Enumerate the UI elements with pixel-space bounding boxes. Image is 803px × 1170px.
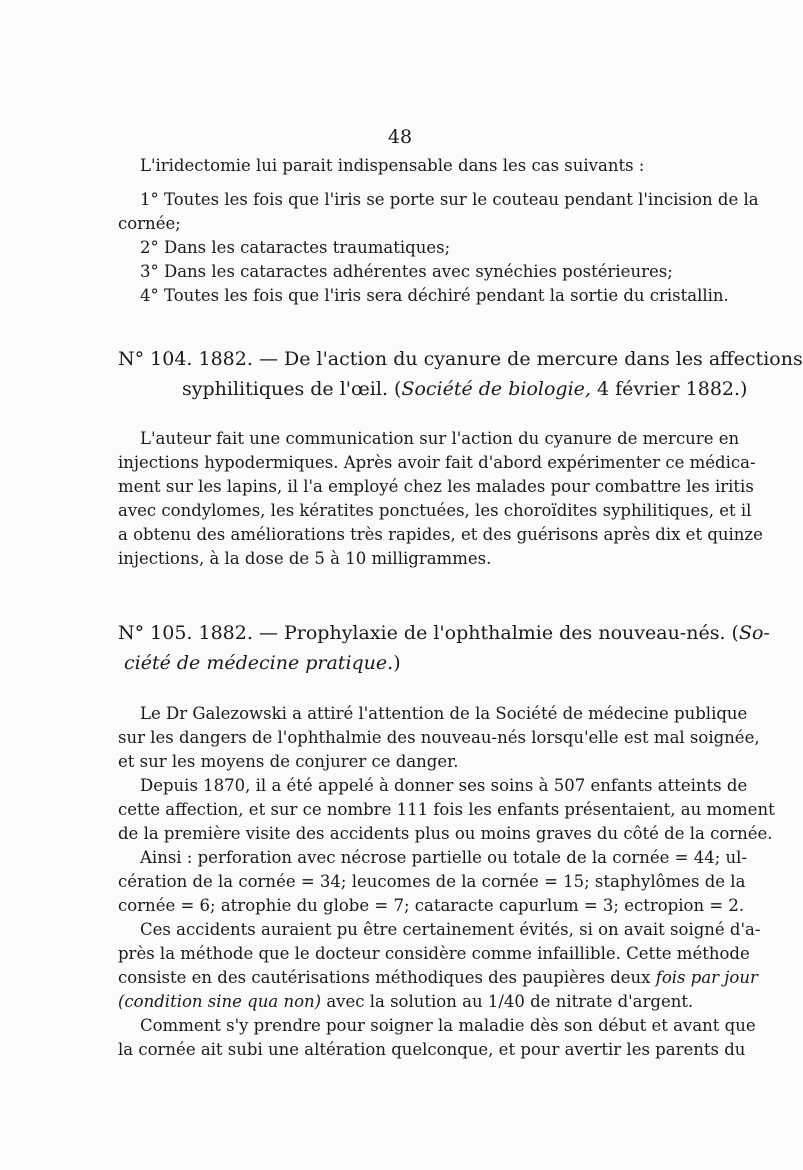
intro-section: [118, 154, 759, 308]
entry-105-number: N° 105. 1882. —: [118, 622, 278, 644]
entry-105-p4-italic-2: (condition sine qua non): [118, 992, 322, 1011]
entry-105-title-line-1: [118, 618, 770, 648]
entry-105-source-a: So-: [738, 622, 770, 644]
entry-105-p3-line: Ainsi : perforation avec nécrose partielle ou totale de la cornée = 44; ul-: [140, 848, 748, 867]
intro-item-1-cont: cornée;: [118, 214, 181, 233]
entry-105-p4-end: avec la solution au 1/40 de nitrate d'argent.: [321, 992, 694, 1011]
entry-105-p4-text: consiste en des cautérisations méthodiques des paupières deux: [118, 968, 656, 987]
entry-105-p5-line: la cornée ait subi une altération quelconque, et pour avertir les parents du: [118, 1040, 746, 1059]
entry-104-date: 4 février 1882.): [590, 378, 748, 400]
entry-104-title-line-2: [118, 374, 748, 404]
entry-105-p4-line: près la méthode que le docteur considère comme infaillible. Cette méthode: [118, 944, 750, 963]
entry-104-body-line: injections, à la dose de 5 à 10 milligrammes.: [118, 549, 492, 568]
entry-104-title-a: De l'action du cyanure de mercure dans les affections: [277, 348, 803, 370]
entry-104-body: [118, 427, 763, 571]
intro-item-1: 1° Toutes les fois que l'iris se porte sur le couteau pendant l'incision de la: [140, 190, 759, 209]
entry-105-p2-line: cette affection, et sur ce nombre 111 fois les enfants présentaient, au moment: [118, 800, 775, 819]
entry-104-body-line: a obtenu des améliorations très rapides, et des guérisons après dix et quinze: [118, 525, 763, 544]
entry-105-heading: [118, 618, 770, 678]
intro-lead: L'iridectomie lui parait indispensable dans les cas suivants :: [140, 156, 645, 175]
entry-105-p4-line: Ces accidents auraient pu être certainement évités, si on avait soigné d'a-: [140, 920, 761, 939]
entry-105-title-line-2: [118, 648, 696, 678]
entry-105-p4-italic-1: fois par jour: [655, 968, 758, 987]
entry-105-p4-line: [118, 966, 758, 990]
entry-105-p2-line: Depuis 1870, il a été appelé à donner ses soins à 507 enfants atteints de: [140, 776, 748, 795]
entry-104-source: Société de biologie,: [401, 378, 591, 400]
entry-104-body-line: injections hypodermiques. Après avoir fait d'abord expérimenter ce médica-: [118, 453, 756, 472]
entry-105-title-end: ): [393, 652, 401, 674]
entry-104-body-line: ment sur les lapins, il l'a employé chez les malades pour combattre les iritis: [118, 477, 754, 496]
entry-104-title-line-1: [118, 344, 803, 374]
entry-105-title-a: Prophylaxie de l'ophthalmie des nouveau-nés. (: [277, 622, 739, 644]
entry-104-number: N° 104. 1882. —: [118, 348, 278, 370]
entry-105-source-b: ciété de médecine pratique.: [124, 652, 394, 674]
entry-105-body: [118, 702, 775, 1062]
entry-105-p3-line: cornée = 6; atrophie du globe = 7; cataracte capurlum = 3; ectropion = 2.: [118, 896, 745, 915]
entry-105-p5-line: Comment s'y prendre pour soigner la maladie dès son début et avant que: [140, 1016, 756, 1035]
entry-104-body-line: avec condylomes, les kératites ponctuées, les choroïdites syphilitiques, et il: [118, 501, 752, 520]
entry-105-p4-line: [118, 990, 696, 1014]
intro-item-3: 3° Dans les cataractes adhérentes avec synéchies postérieures;: [140, 262, 673, 281]
entry-105-p1-line: et sur les moyens de conjurer ce danger.: [118, 752, 459, 771]
page-number: 48: [387, 126, 413, 148]
entry-105-p1-line: sur les dangers de l'ophthalmie des nouveau-nés lorsqu'elle est mal soignée,: [118, 728, 760, 747]
intro-item-4: 4° Toutes les fois que l'iris sera déchiré pendant la sortie du cristallin.: [140, 286, 729, 305]
entry-104-title-b: syphilitiques de l'œil. (: [182, 378, 402, 400]
entry-105-p3-line: cération de la cornée = 34; leucomes de la cornée = 15; staphylômes de la: [118, 872, 746, 891]
entry-105-p1-line: Le Dr Galezowski a attiré l'attention de la Société de médecine publique: [140, 704, 748, 723]
intro-item-2: 2° Dans les cataractes traumatiques;: [140, 238, 451, 257]
entry-105-p2-line: de la première visite des accidents plus ou moins graves du côté de la cornée.: [118, 824, 773, 843]
entry-104-heading: [118, 344, 803, 404]
entry-104-body-line: L'auteur fait une communication sur l'action du cyanure de mercure en: [140, 429, 740, 448]
